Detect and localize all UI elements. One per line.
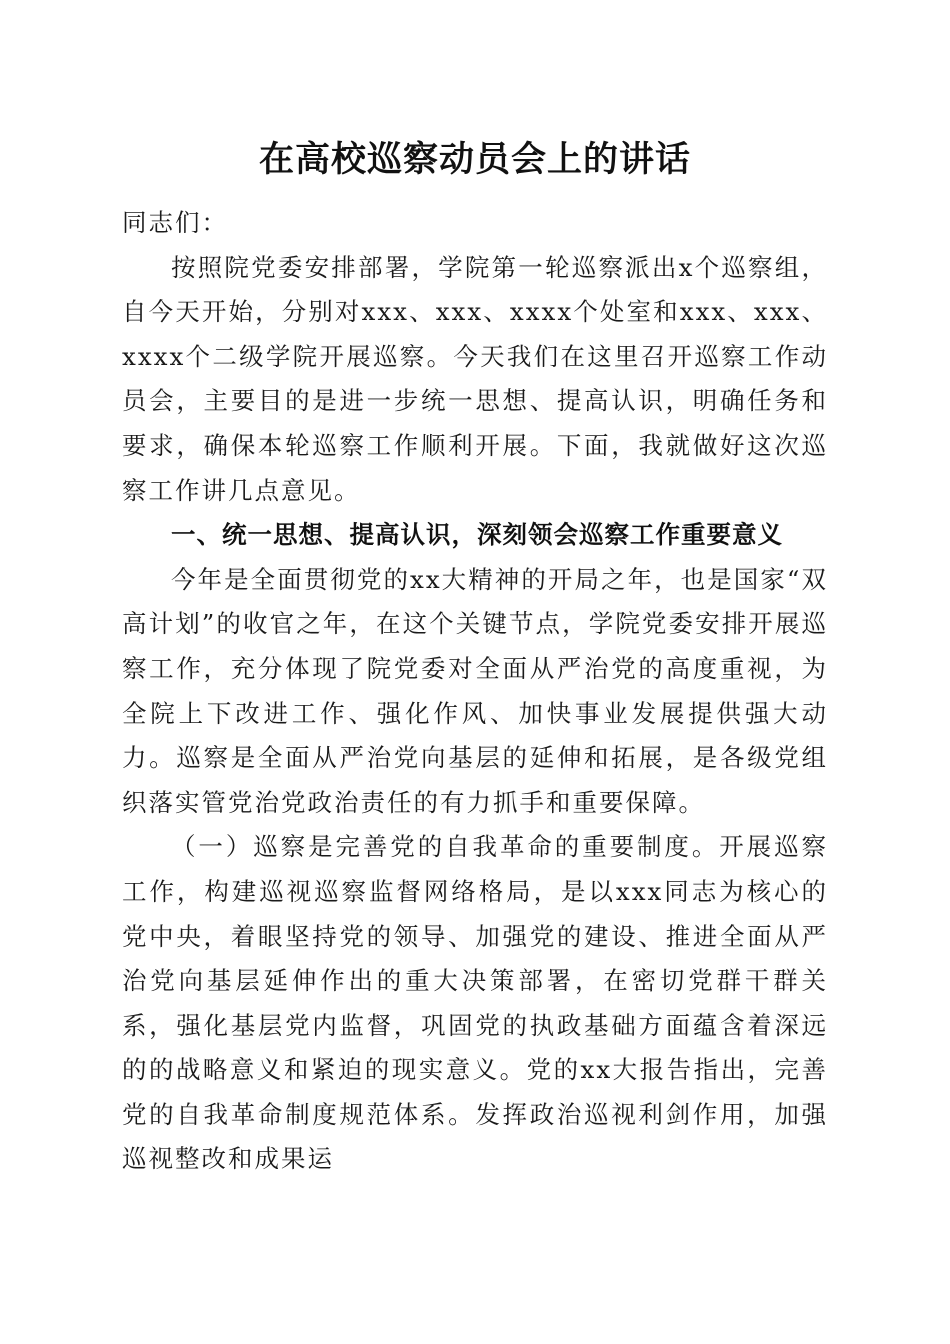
paragraph-subsection-1: （一）巡察是完善党的自我革命的重要制度。开展巡察工作，构建巡视巡察监督网络格局，是以xxx同志为核心的党中央，着眼坚持党的领导、加强党的建设、推进全面从严治党向基层延伸作出的重大决策部署，在密切党群干群关系，强化基层党内监督，巩固党的执政基础方面蕴含着深远的的战略意义和紧迫的现实意义。党的xx大报告指出，完善党的自我革命制度规范体系。发挥政治巡视利剑作用，加强巡视整改和成果运: [122, 832, 828, 1174]
paragraph-intro: 按照院党委安排部署，学院第一轮巡察派出x个巡察组，自今天开始，分别对xxx、xxx、xxxx个处室和xxx、xxx、xxxx个二级学院开展巡察。今天我们在这里召开巡察工作动员会，主要目的是进一步统一思想、提高认识，明确任务和要求，确保本轮巡察工作顺利开展。下面，我就做好这次巡察工作讲几点意见。: [122, 252, 828, 505]
paragraph-section-1: 今年是全面贯彻党的xx大精神的开局之年，也是国家“双高计划”的收官之年，在这个关键节点，学院党委安排开展巡察工作，充分体现了院党委对全面从严治党的高度重视，为全院上下改进工作、强化作风、加快事业发展提供强大动力。巡察是全面从严治党向基层的延伸和拓展，是各级党组织落实管党治党政治责任的有力抓手和重要保障。: [122, 564, 828, 817]
section-heading-1: 一、统一思想、提高认识，深刻领会巡察工作重要意义: [171, 520, 783, 550]
salutation: 同志们：: [122, 208, 228, 237]
document-body: [122, 201, 828, 1182]
document-title: 在高校巡察动员会上的讲话: [258, 139, 691, 180]
